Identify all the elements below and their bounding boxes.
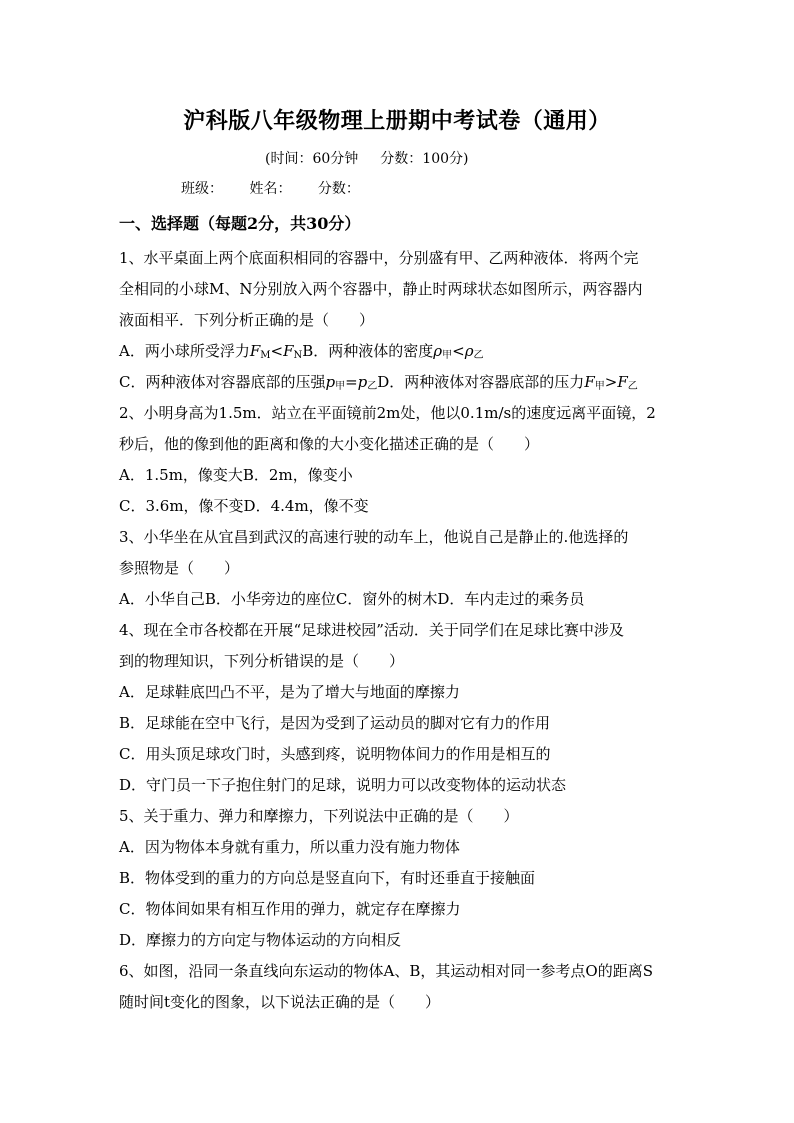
- q5-option-d: D．摩擦力的方向定与物体运动的方向相反: [119, 931, 402, 949]
- questions-block: [119, 243, 679, 1018]
- symbol-greater-than: >: [604, 373, 618, 391]
- q5-line-1: 5、关于重力、弹力和摩擦力，下列说法中正确的是（ ）: [119, 807, 519, 825]
- student-info-line: [181, 178, 382, 198]
- symbol-F: F: [617, 373, 628, 391]
- q2-options-cd: C．3.6m，像不变D．4.4m，像不变: [119, 497, 369, 515]
- q1-line-3: 液面相平．下列分析正确的是（ ）: [119, 311, 375, 329]
- symbol-rho: ρ: [433, 342, 443, 360]
- q3-options: A．小华自己B．小华旁边的座位C．窗外的树木D．车内走过的乘务员: [119, 590, 585, 608]
- q2-line-1: 2、小明身高为1.5m．站立在平面镜前2m处，他以0.1m/s的速度远离平面镜，2: [119, 404, 656, 422]
- points-label: 分数：: [317, 181, 360, 197]
- score-label: 分数：100分): [380, 151, 469, 167]
- q6-line-2: 随时间t变化的图象，以下说法正确的是（ ）: [119, 993, 441, 1011]
- symbol-p: p: [357, 373, 368, 391]
- q5-option-b: B．物体受到的重力的方向总是竖直向下，有时还垂直于接触面: [119, 869, 536, 887]
- q1-options-cd: [119, 367, 679, 398]
- q1-option-d-text: D．两种液体对容器底部的压力: [377, 373, 585, 391]
- symbol-equals: =: [345, 373, 358, 391]
- subscript-jia: 甲: [335, 381, 346, 392]
- q5-option-a: A．因为物体本身就有重力，所以重力没有施力物体: [119, 838, 460, 856]
- q2-line-2: 秒后，他的像到他的距离和像的大小变化描述正确的是（ ）: [119, 435, 540, 453]
- section-heading-choice: 一、选择题（每题2分，共30分）: [119, 214, 361, 233]
- time-label: (时间：60分钟: [265, 151, 359, 167]
- subscript-jia: 甲: [442, 350, 453, 361]
- class-label: 班级：: [181, 181, 223, 197]
- q1-line-2: 全相同的小球M、N分别放入两个容器中，静止时两球状态如图所示，两容器内: [119, 280, 643, 298]
- symbol-p: p: [325, 373, 336, 391]
- q3-line-1: 3、小华坐在从宜昌到武汉的高速行驶的动车上，他说自己是静止的.他选择的: [119, 528, 629, 546]
- q4-option-b: B．足球能在空中飞行，是因为受到了运动员的脚对它有力的作用: [119, 714, 551, 732]
- q3-line-2: 参照物是（ ）: [119, 559, 240, 577]
- symbol-F: F: [283, 342, 294, 360]
- subscript-yi: 乙: [367, 381, 378, 392]
- q4-option-d: D．守门员一下子抱住射门的足球，说明力可以改变物体的运动状态: [119, 776, 567, 794]
- q4-option-a: A．足球鞋底凹凸不平，是为了增大与地面的摩擦力: [119, 683, 460, 701]
- subscript-yi: 乙: [627, 381, 638, 392]
- q2-options-ab: A．1.5m，像变大B．2m，像变小: [119, 466, 353, 484]
- exam-time-score: [265, 148, 468, 168]
- q6-line-1: 6、如图，沿同一条直线向东运动的物体A、B，其运动相对同一参考点O的距离S: [119, 962, 653, 980]
- q4-option-c: C．用头顶足球攻门时，头感到疼，说明物体间力的作用是相互的: [119, 745, 551, 763]
- symbol-less-than: <: [452, 342, 465, 360]
- q1-option-b-text: B．两种液体的密度: [302, 342, 434, 360]
- subscript-jia: 甲: [594, 381, 605, 392]
- name-label: 姓名：: [249, 181, 292, 197]
- subscript-yi: 乙: [473, 350, 484, 361]
- symbol-F: F: [584, 373, 595, 391]
- symbol-F: F: [249, 342, 261, 360]
- q1-options-ab: [119, 336, 679, 367]
- q1-option-a-text: A．两小球所受浮力: [119, 342, 250, 360]
- q1-line-1: 1、水平桌面上两个底面积相同的容器中，分别盛有甲、乙两种液体．将两个完: [119, 249, 639, 267]
- symbol-less-than: <: [270, 342, 284, 360]
- subscript-N: N: [293, 350, 303, 361]
- symbol-rho: ρ: [464, 342, 474, 360]
- q5-option-c: C．物体间如果有相互作用的弹力，就定存在摩擦力: [119, 900, 461, 918]
- q4-line-2: 到的物理知识，下列分析错误的是（ ）: [119, 652, 405, 670]
- exam-title: 沪科版八年级物理上册期中考试卷（通用）: [183, 108, 611, 134]
- q4-line-1: 4、现在全市各校都在开展“足球进校园”活动．关于同学们在足球比赛中涉及: [119, 621, 624, 639]
- subscript-M: M: [260, 350, 271, 361]
- q1-option-c-text: C．两种液体对容器底部的压强: [119, 373, 326, 391]
